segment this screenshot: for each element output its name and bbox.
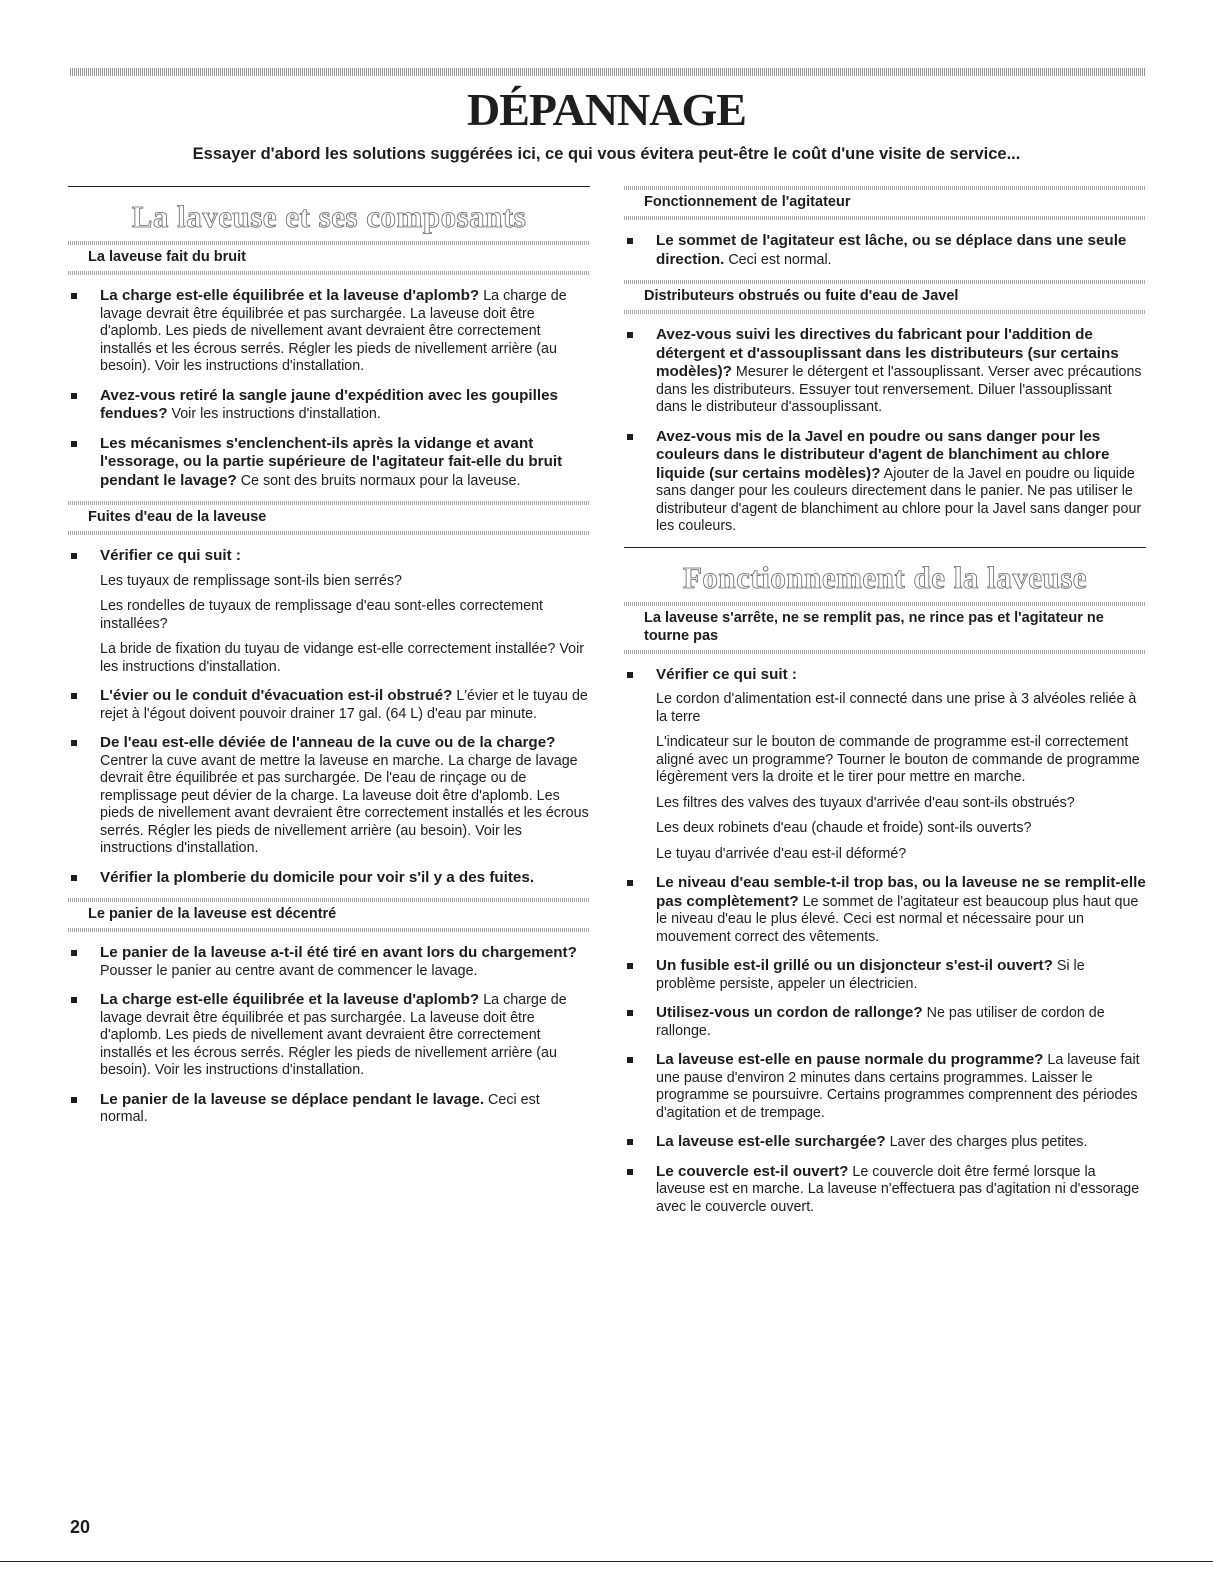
subsection-rule: [68, 531, 590, 535]
page-subtitle: Essayer d'abord les solutions suggérées ici, ce qui vous évitera peut-être le coût d'une visite de service...: [192, 145, 1021, 163]
leaks-list: [68, 547, 590, 887]
bullet-icon: [71, 1097, 77, 1103]
list-item: Vérifier ce qui suit : Le cordon d'alimentation est-il connecté dans une prise à 3 alvéoles reliée à la terre L'indicateur sur le bouton de commande de programme est-il correctement aligné avec un programme? Tourner le bouton de commande de programme légèrement vers la droite et le tirer pour mettre en marche. Les filtres des valves des tuyaux d'arrivée d'eau sont-ils obstrués? Les deux robinets d'eau (chaude et froide) sont-ils ouverts? Le tuyau d'arrivée d'eau est-il déformé?: [624, 666, 1146, 864]
list-item: Avez-vous suivi les directives du fabricant pour l'addition de détergent et d'assouplissant dans les distributeurs (sur certains modèles)? Mesurer le détergent et l'assouplissant. Verser avec précautions dans les distributeurs. Essuyer tout renversement. Diluer l'assouplissant dans le distributeur d'assouplissant.: [624, 326, 1146, 417]
subsection-title-basket: Le panier de la laveuse est décentré: [88, 906, 337, 922]
dispensers-list: [624, 326, 1146, 536]
agitator-list: [624, 232, 1146, 269]
list-item: Le panier de la laveuse se déplace pendant le lavage. Ceci est normal.: [68, 1091, 590, 1127]
subsection-title-leaks: Fuites d'eau de la laveuse: [88, 509, 267, 525]
page-title: DÉPANNAGE: [467, 84, 746, 135]
list-item: Les mécanismes s'enclenchent-ils après la vidange et avant l'essorage, ou la partie supérieure de l'agitateur fait-elle du bruit pendant le lavage? Ce sont des bruits normaux pour la laveuse.: [68, 435, 590, 491]
bullet-icon: [71, 740, 77, 746]
bullet-icon: [71, 441, 77, 447]
top-dotted-rule: [70, 68, 1145, 76]
list-item: Vérifier la plomberie du domicile pour voir s'il y a des fuites.: [68, 869, 590, 888]
bullet-icon: [71, 553, 77, 559]
bullet-icon: [71, 875, 77, 881]
bullet-icon: [627, 672, 633, 678]
section-heading-operation: Fonctionnement de la laveuse: [682, 559, 1088, 595]
bullet-icon: [627, 963, 633, 969]
section-heading-components: La laveuse et ses composants: [131, 199, 527, 234]
bullet-icon: [627, 332, 633, 338]
subsection-title-dispensers: Distributeurs obstrués ou fuite d'eau de Javel: [644, 288, 959, 304]
subsection-rule: [68, 928, 590, 932]
right-column: [624, 186, 1146, 1227]
list-item: Avez-vous mis de la Javel en poudre ou sans danger pour les couleurs dans le distributeur d'agent de blanchiment au chlore liquide (sur certains modèles)? Ajouter de la Javel en poudre ou liquide sans danger pour les couleurs directement dans le panier. Ne pas utiliser le distributeur d'agent de blanchiment au chlore pour la Javel sans danger pour les couleurs.: [624, 428, 1146, 536]
left-column: [68, 186, 590, 1138]
bullet-icon: [627, 434, 633, 440]
subsection-title-agitator: Fonctionnement de l'agitateur: [644, 194, 851, 210]
bullet-icon: [627, 1139, 633, 1145]
list-item: Le couvercle est-il ouvert? Le couvercle doit être fermé lorsque la laveuse est en marche. La laveuse n'effectuera pas d'agitation ni d'essorage avec le couvercle ouvert.: [624, 1163, 1146, 1217]
list-item: La laveuse est-elle en pause normale du programme? La laveuse fait une pause d'environ 2 minutes dans certains programmes. Laisser le programme se poursuivre. Certains programmes comprennent des périodes d'agitation et de trempage.: [624, 1051, 1146, 1122]
bullet-icon: [627, 1169, 633, 1175]
bottom-rule: [0, 1561, 1213, 1562]
bullet-icon: [71, 293, 77, 299]
list-item: Utilisez-vous un cordon de rallonge? Ne pas utiliser de cordon de rallonge.: [624, 1004, 1146, 1040]
bullet-icon: [627, 238, 633, 244]
list-item: L'évier ou le conduit d'évacuation est-il obstrué? L'évier et le tuyau de rejet à l'égout doivent pouvoir drainer 17 gal. (64 L) d'eau par minute.: [68, 687, 590, 723]
list-item: Le sommet de l'agitateur est lâche, ou se déplace dans une seule direction. Ceci est normal.: [624, 232, 1146, 269]
subsection-title-noise: La laveuse fait du bruit: [88, 249, 246, 265]
list-item: La charge est-elle équilibrée et la laveuse d'aplomb? La charge de lavage devrait être équilibrée et pas surchargée. La laveuse doit être d'aplomb. Les pieds de nivellement avant devraient être correctement installés et les écrous serrés. Régler les pieds de nivellement arrière (au besoin). Voir les instructions d'installation.: [68, 287, 590, 376]
stops-list: [624, 666, 1146, 1217]
list-item: La charge est-elle équilibrée et la laveuse d'aplomb? La charge de lavage devrait être équilibrée et pas surchargée. La laveuse doit être d'aplomb. Les pieds de nivellement avant devraient être correctement installés et les écrous serrés. Régler les pieds de nivellement arrière (au besoin). Voir les instructions d'installation.: [68, 991, 590, 1080]
list-item: Un fusible est-il grillé ou un disjoncteur s'est-il ouvert? Si le problème persiste, appeler un électricien.: [624, 957, 1146, 993]
bullet-icon: [71, 393, 77, 399]
bullet-icon: [71, 693, 77, 699]
list-item: Vérifier ce qui suit : Les tuyaux de remplissage sont-ils bien serrés? Les rondelles de tuyaux de remplissage d'eau sont-elles correctement installées? La bride de fixation du tuyau de vidange est-elle correctement installée? Voir les instructions d'installation.: [68, 547, 590, 676]
list-item: Le panier de la laveuse a-t-il été tiré en avant lors du chargement? Pousser le panier au centre avant de commencer le lavage.: [68, 944, 590, 980]
page-number: 20: [70, 1517, 91, 1537]
bullet-icon: [627, 1010, 633, 1016]
subsection-rule: [624, 310, 1146, 314]
bullet-icon: [627, 1057, 633, 1063]
subsection-rule: [68, 271, 590, 275]
basket-list: [68, 944, 590, 1127]
bullet-icon: [71, 950, 77, 956]
list-item: Avez-vous retiré la sangle jaune d'expédition avec les goupilles fendues? Voir les instructions d'installation.: [68, 387, 590, 424]
subsection-title-stops: La laveuse s'arrête, ne se remplit pas, ne rince pas et l'agitateur ne tourne pas: [644, 609, 1104, 644]
bullet-icon: [627, 880, 633, 886]
list-item: De l'eau est-elle déviée de l'anneau de la cuve ou de la charge? Centrer la cuve avant de mettre la laveuse en marche. La charge de lavage devrait être équilibrée et pas surchargée. De l'eau de rinçage ou de remplissage peut dévier de la charge. La laveuse doit être d'aplomb. Les pieds de nivellement avant devraient être correctement installés et les écrous serrés. Régler les pieds de nivellement arrière (au besoin). Voir les instructions d'installation.: [68, 734, 590, 858]
bullet-icon: [71, 997, 77, 1003]
subsection-rule: [624, 216, 1146, 220]
noise-list: [68, 287, 590, 490]
list-item: Le niveau d'eau semble-t-il trop bas, ou la laveuse ne se remplit-elle pas complètement? Le sommet de l'agitateur est beaucoup plus haut que le niveau d'eau le plus élevé. Ceci est normal et nécessaire pour un mouvement correct des vêtements.: [624, 874, 1146, 946]
subsection-rule: [624, 650, 1146, 654]
list-item: La laveuse est-elle surchargée? Laver des charges plus petites.: [624, 1133, 1146, 1152]
